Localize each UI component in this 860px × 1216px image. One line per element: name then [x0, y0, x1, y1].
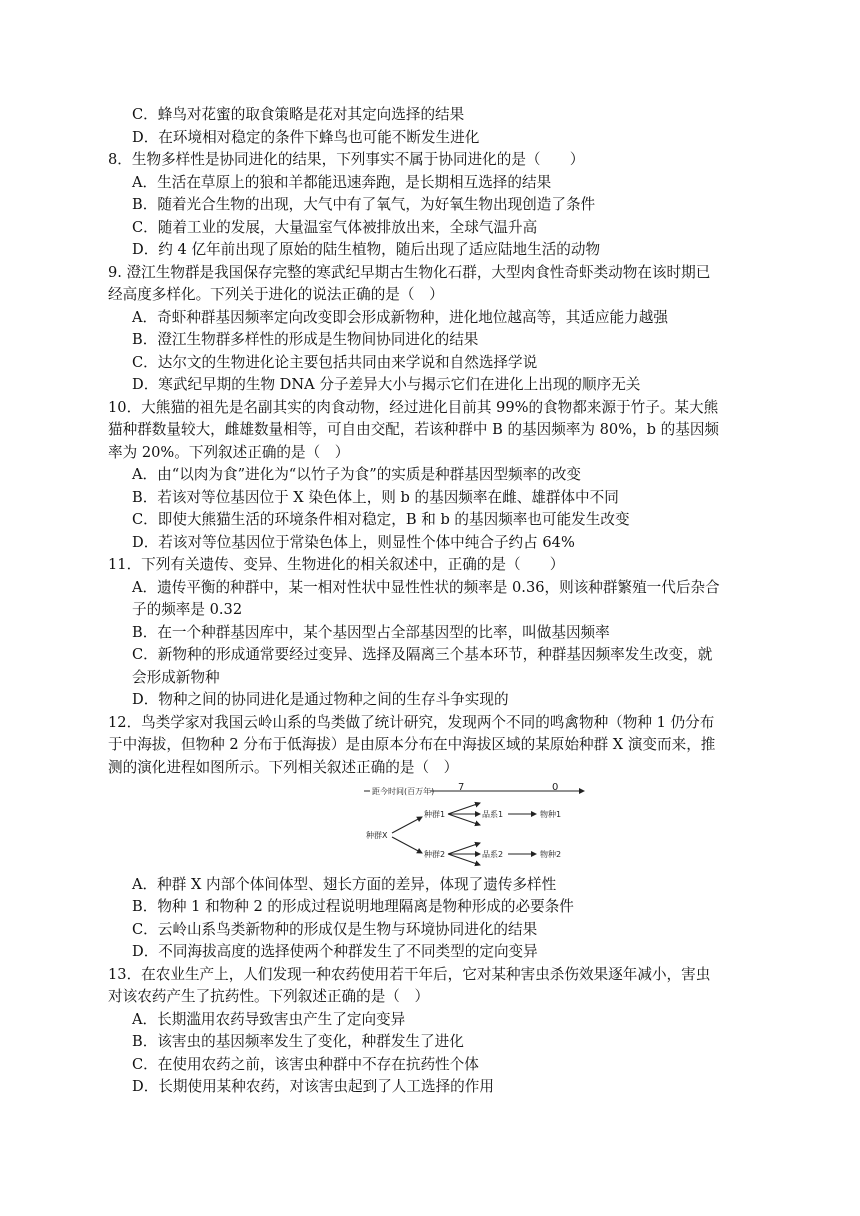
q9-option-c: C．达尔文的生物进化论主要包括共同由来学说和自然选择学说: [132, 354, 538, 371]
q11-option-d: D．物种之间的协同进化是通过物种之间的生存斗争实现的: [132, 691, 509, 708]
tick-7-label: 7: [458, 782, 465, 793]
q8-option-b: B．随着光合生物的出现，大气中有了氧气，为好氧生物出现创造了条件: [132, 196, 596, 213]
q12-stem: 12．鸟类学家对我国云岭山系的鸟类做了统计研究，发现两个不同的鸣禽物种（物种 1 仍分布: [108, 714, 715, 731]
q7-option-d: D．在环境相对稳定的条件下蜂鸟也可能不断发生进化: [132, 129, 480, 146]
q10-option-c: C．即使大熊猫生活的环境条件相对稳定，B 和 b 的基因频率也可能发生改变: [132, 511, 630, 528]
q8-option-c: C．随着工业的发展，大量温室气体被排放出来，全球气温升高: [132, 219, 538, 236]
q8-option-d: D．约 4 亿年前出现了原始的陆生植物，随后出现了适应陆地生活的动物: [132, 241, 601, 258]
q11-option-a-cont: 子的频率是 0.32: [132, 601, 243, 618]
arrow-pop2-branch-3: [448, 854, 480, 865]
q10-option-b: B．若该对等位基因位于 X 染色体上，则 b 的基因频率在雌、雄群体中不同: [132, 489, 619, 506]
q11-stem: 11．下列有关遗传、变异、生物进化的相关叙述中，正确的是（ ）: [108, 556, 565, 573]
q8-stem: 8．生物多样性是协同进化的结果，下列事实不属于协同进化的是（ ）: [108, 151, 585, 168]
node-population-x: 种群X: [366, 831, 388, 840]
q9-option-a: A．奇虾种群基因频率定向改变即会形成新物种，进化地位越高等，其适应能力越强: [132, 309, 668, 326]
arrow-x-to-pop2: [392, 837, 422, 853]
tick-0-label: 0: [552, 782, 559, 793]
q9-stem-cont: 经高度多样化。下列关于进化的说法正确的是（ ）: [108, 286, 444, 303]
node-population-2: 种群2: [424, 850, 446, 859]
q11-option-c: C．新物种的形成通常要经过变异、选择及隔离三个基本环节，种群基因频率发生改变，就: [132, 646, 713, 663]
q12-option-c: C．云岭山系鸟类新物种的形成仅是生物与环境协同进化的结果: [132, 921, 538, 938]
q10-option-a: A．由“以肉为食”进化为“以竹子为食”的实质是种群基因型频率的改变: [132, 466, 582, 483]
q13-option-d: D．长期使用某种农药，对该害虫起到了人工选择的作用: [132, 1078, 494, 1095]
node-species-1: 物种1: [540, 810, 562, 819]
q10-stem: 10．大熊猫的祖先是名副其实的肉食动物，经过进化目前其 99%的食物都来源于竹子。某大熊: [108, 399, 719, 416]
q13-stem-cont: 对该农药产生了抗药性。下列叙述正确的是（ ）: [108, 988, 430, 1005]
q13-option-c: C．在使用农药之前，该害虫种群中不存在抗药性个体: [132, 1056, 479, 1073]
time-axis-label: 距今时间(百万年): [372, 787, 435, 796]
q12-stem-cont-1: 于中海拔，但物种 2 分布于低海拔）是由原本分布在中海拔区域的某原始种群 X 演变而来，推: [108, 736, 716, 753]
q12-stem-cont-2: 测的演化进程如图所示。下列相关叙述正确的是（ ）: [108, 759, 459, 776]
node-lineage-2: 品系2: [482, 850, 504, 859]
node-population-1: 种群1: [424, 810, 446, 819]
q8-option-a: A．生活在草原上的狼和羊都能迅速奔跑，是长期相互选择的结果: [132, 174, 552, 191]
q10-option-d: D．若该对等位基因位于常染色体上，则显性个体中纯合子约占 64%: [132, 534, 575, 551]
arrow-pop1-branch-3: [448, 814, 480, 825]
q13-option-b: B．该害虫的基因频率发生了变化，种群发生了进化: [132, 1033, 464, 1050]
q12-option-d: D．不同海拔高度的选择使两个种群发生了不同类型的定向变异: [132, 943, 538, 960]
q7-option-c: C．蜂鸟对花蜜的取食策略是花对其定向选择的结果: [132, 106, 465, 123]
node-species-2: 物种2: [540, 850, 562, 859]
q13-option-a: A．长期滥用农药导致害虫产生了定向变异: [132, 1011, 406, 1028]
q11-option-c-cont: 会形成新物种: [132, 669, 220, 686]
q10-stem-cont-1: 猫种群数量较大，雌雄数量相等，可自由交配，若该种群中 B 的基因频率为 80%，b 的基因频: [108, 421, 720, 438]
q12-option-a: A．种群 X 内部个体间体型、翅长方面的差异，体现了遗传多样性: [132, 876, 557, 893]
q13-stem: 13．在农业生产上，人们发现一种农药使用若干年后，它对某种害虫杀伤效果逐年减小，害虫: [108, 966, 711, 983]
evolution-diagram: [362, 781, 590, 871]
q9-stem: 9. 澄江生物群是我国保存完整的寒武纪早期古生物化石群，大型肉食性奇虾类动物在该时期已: [108, 264, 711, 281]
q10-stem-cont-2: 率为 20%。下列叙述正确的是（ ）: [108, 444, 350, 461]
q11-option-b: B．在一个种群基因库中，某个基因型占全部基因型的比率，叫做基因频率: [132, 624, 610, 641]
q12-option-b: B．物种 1 和物种 2 的形成过程说明地理隔离是物种形成的必要条件: [132, 898, 574, 915]
node-lineage-1: 品系1: [482, 810, 504, 819]
q11-option-a: A．遗传平衡的种群中，某一相对性状中显性性状的频率是 0.36，则该种群繁殖一代后杂合: [132, 579, 720, 596]
q9-option-b: B．澄江生物群多样性的形成是生物间协同进化的结果: [132, 331, 479, 348]
arrow-pop1-branch-1: [448, 803, 480, 814]
q9-option-d: D．寒武纪早期的生物 DNA 分子差异大小与揭示它们在进化上出现的顺序无关: [132, 376, 641, 393]
arrow-x-to-pop1: [392, 817, 422, 833]
arrow-pop2-branch-1: [448, 843, 480, 854]
